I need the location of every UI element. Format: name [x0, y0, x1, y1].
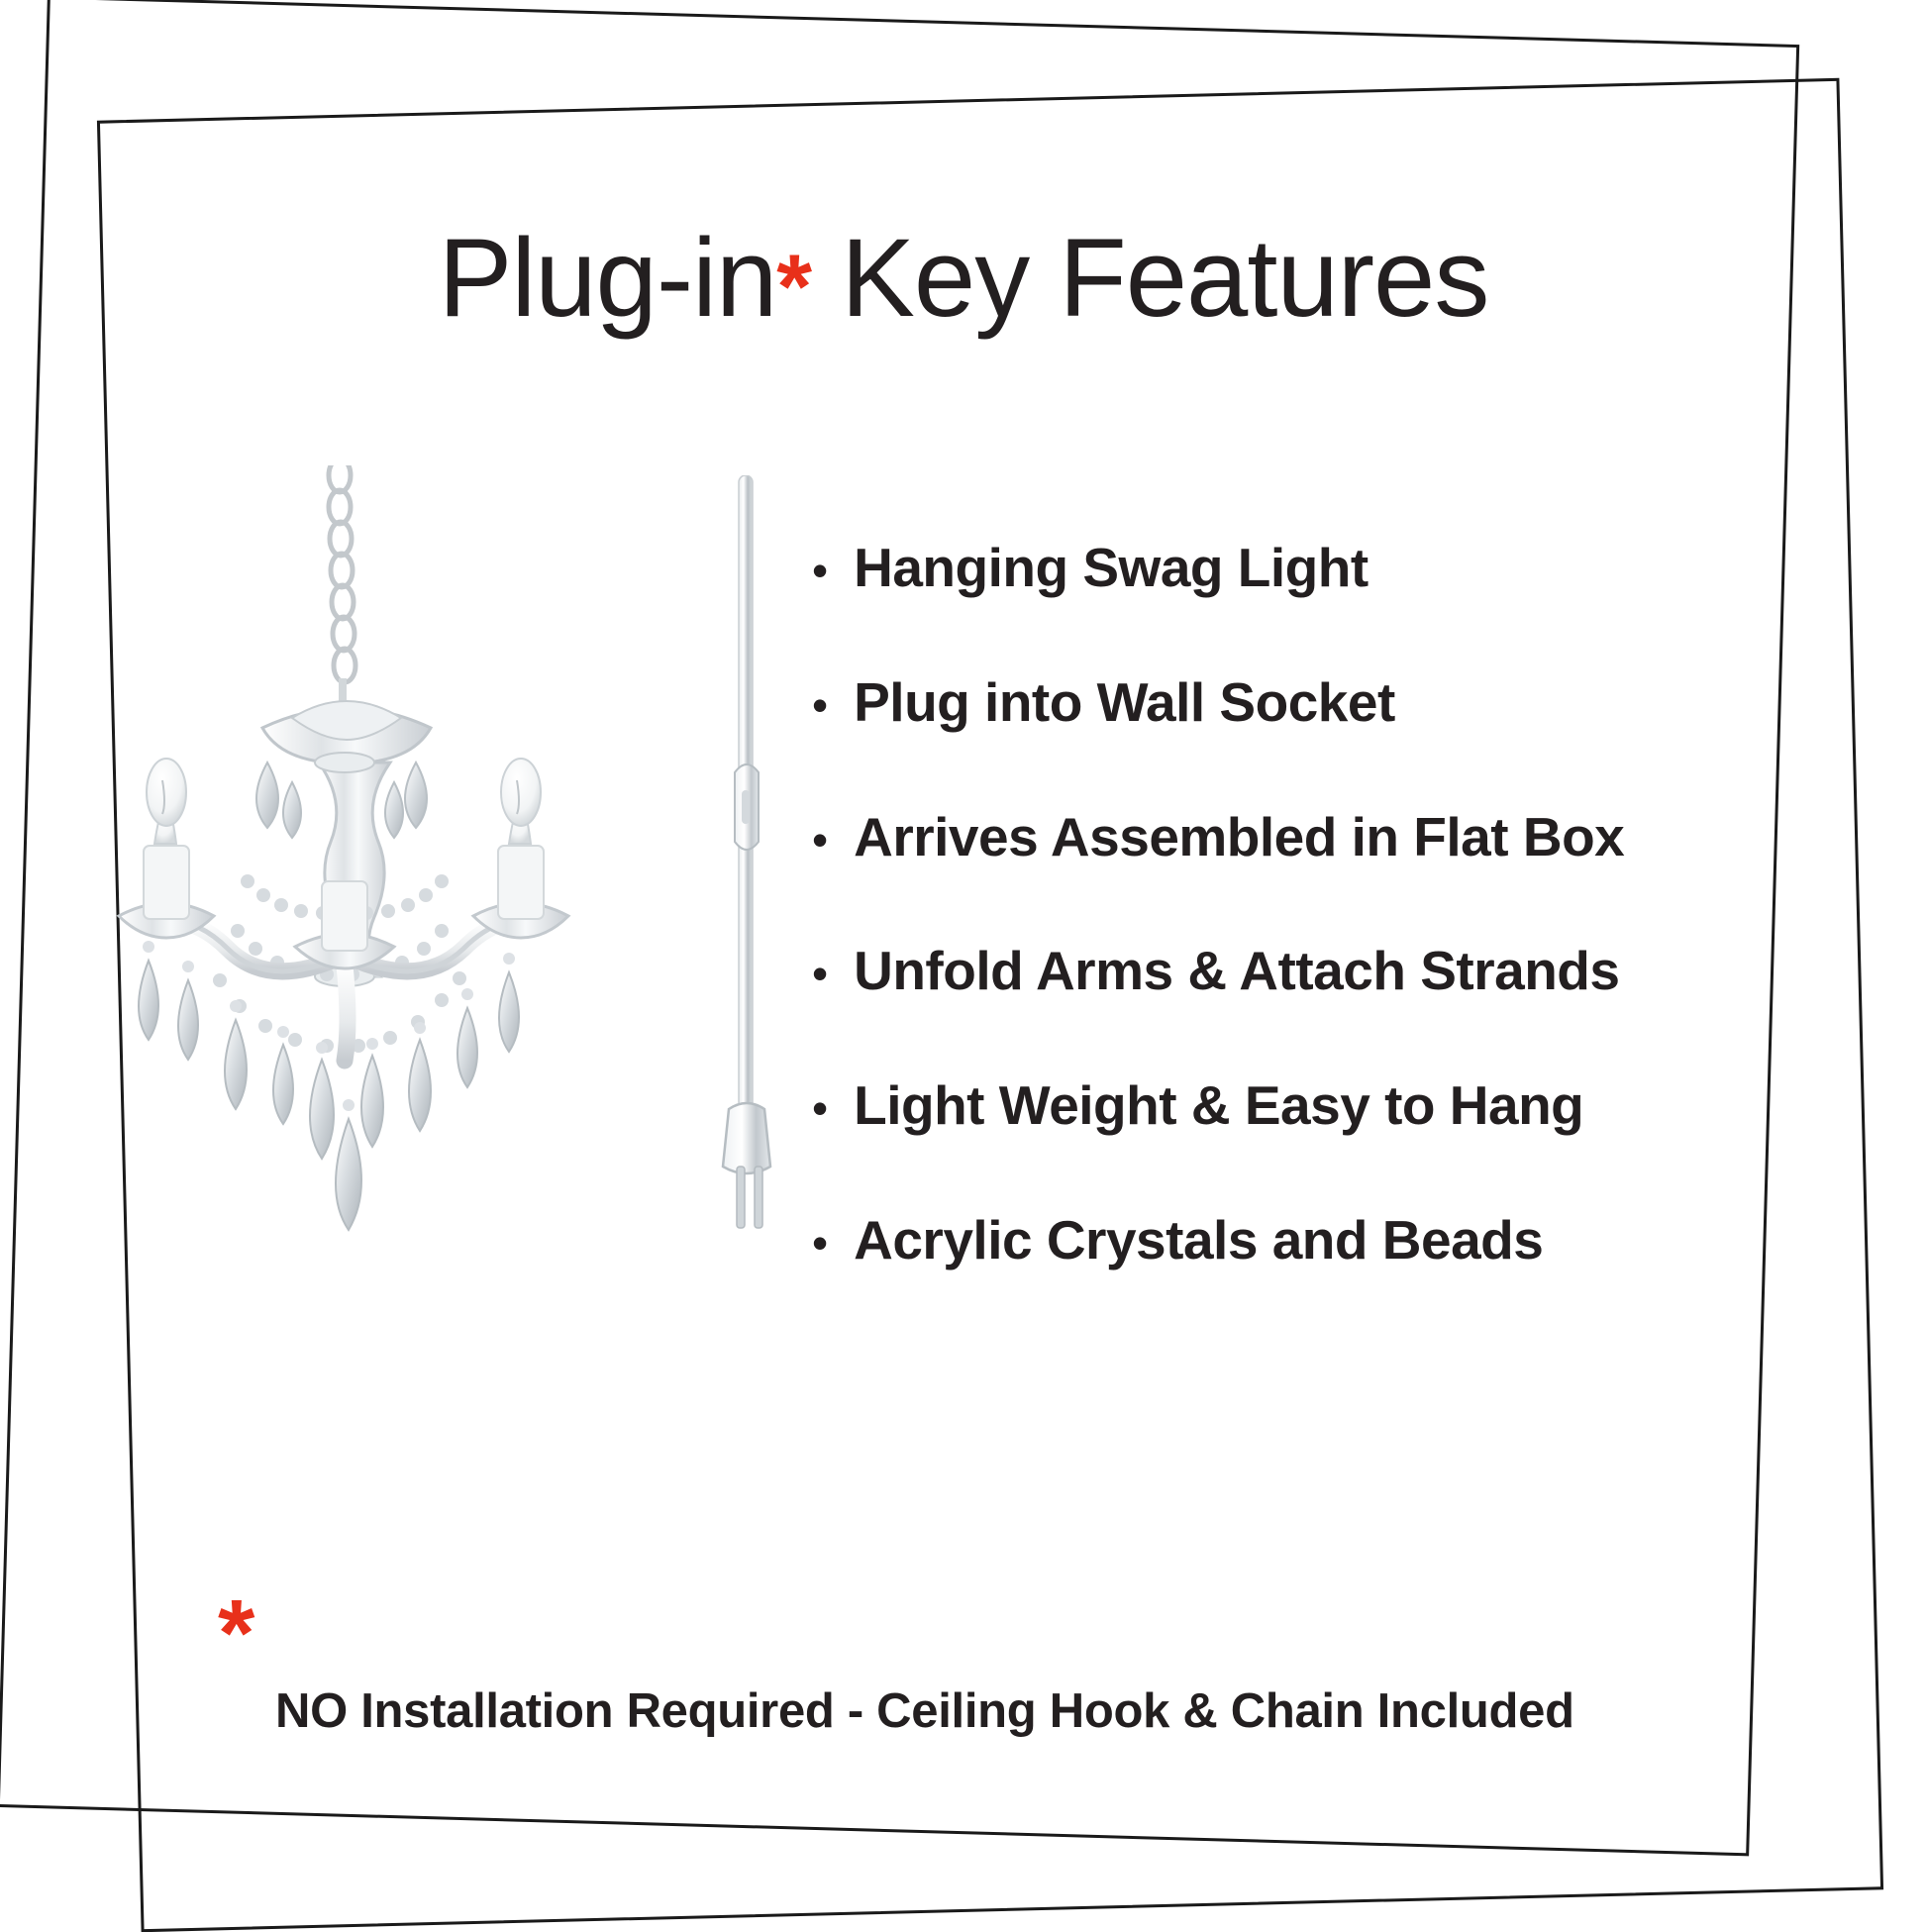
- crystal-chandelier-illustration: [89, 465, 723, 1535]
- feature-label: Plug into Wall Socket: [854, 670, 1395, 733]
- feature-label: Arrives Assembled in Flat Box: [854, 805, 1625, 867]
- list-item: [812, 1208, 1862, 1271]
- page-title: [0, 216, 1927, 340]
- list-item: [812, 670, 1862, 733]
- bullet-icon: •: [812, 813, 829, 865]
- feature-label: Acrylic Crystals and Beads: [854, 1208, 1544, 1271]
- list-item: [812, 805, 1862, 867]
- bullet-icon: •: [812, 545, 829, 596]
- feature-label: Unfold Arms & Attach Strands: [854, 940, 1620, 1002]
- power-cord-with-plug-illustration: [693, 475, 812, 1386]
- page-title-before: Plug-in: [438, 216, 777, 340]
- bullet-icon: •: [812, 678, 829, 731]
- footnote-label: NO Installation Required - Ceiling Hook & Chain Included: [275, 1684, 1574, 1738]
- bullet-icon: •: [812, 1082, 829, 1134]
- feature-label: Light Weight & Easy to Hang: [854, 1074, 1584, 1136]
- footnote-asterisk-icon: *: [218, 1580, 255, 1686]
- key-features-list: [812, 537, 1862, 1347]
- bullet-icon: •: [812, 1216, 829, 1269]
- bullet-icon: •: [812, 948, 829, 1000]
- list-item: [812, 537, 1862, 598]
- feature-label: Hanging Swag Light: [854, 537, 1369, 598]
- list-item: [812, 1074, 1862, 1136]
- list-item: [812, 940, 1862, 1002]
- page-title-after: Key Features: [811, 216, 1489, 340]
- title-asterisk: *: [776, 237, 812, 338]
